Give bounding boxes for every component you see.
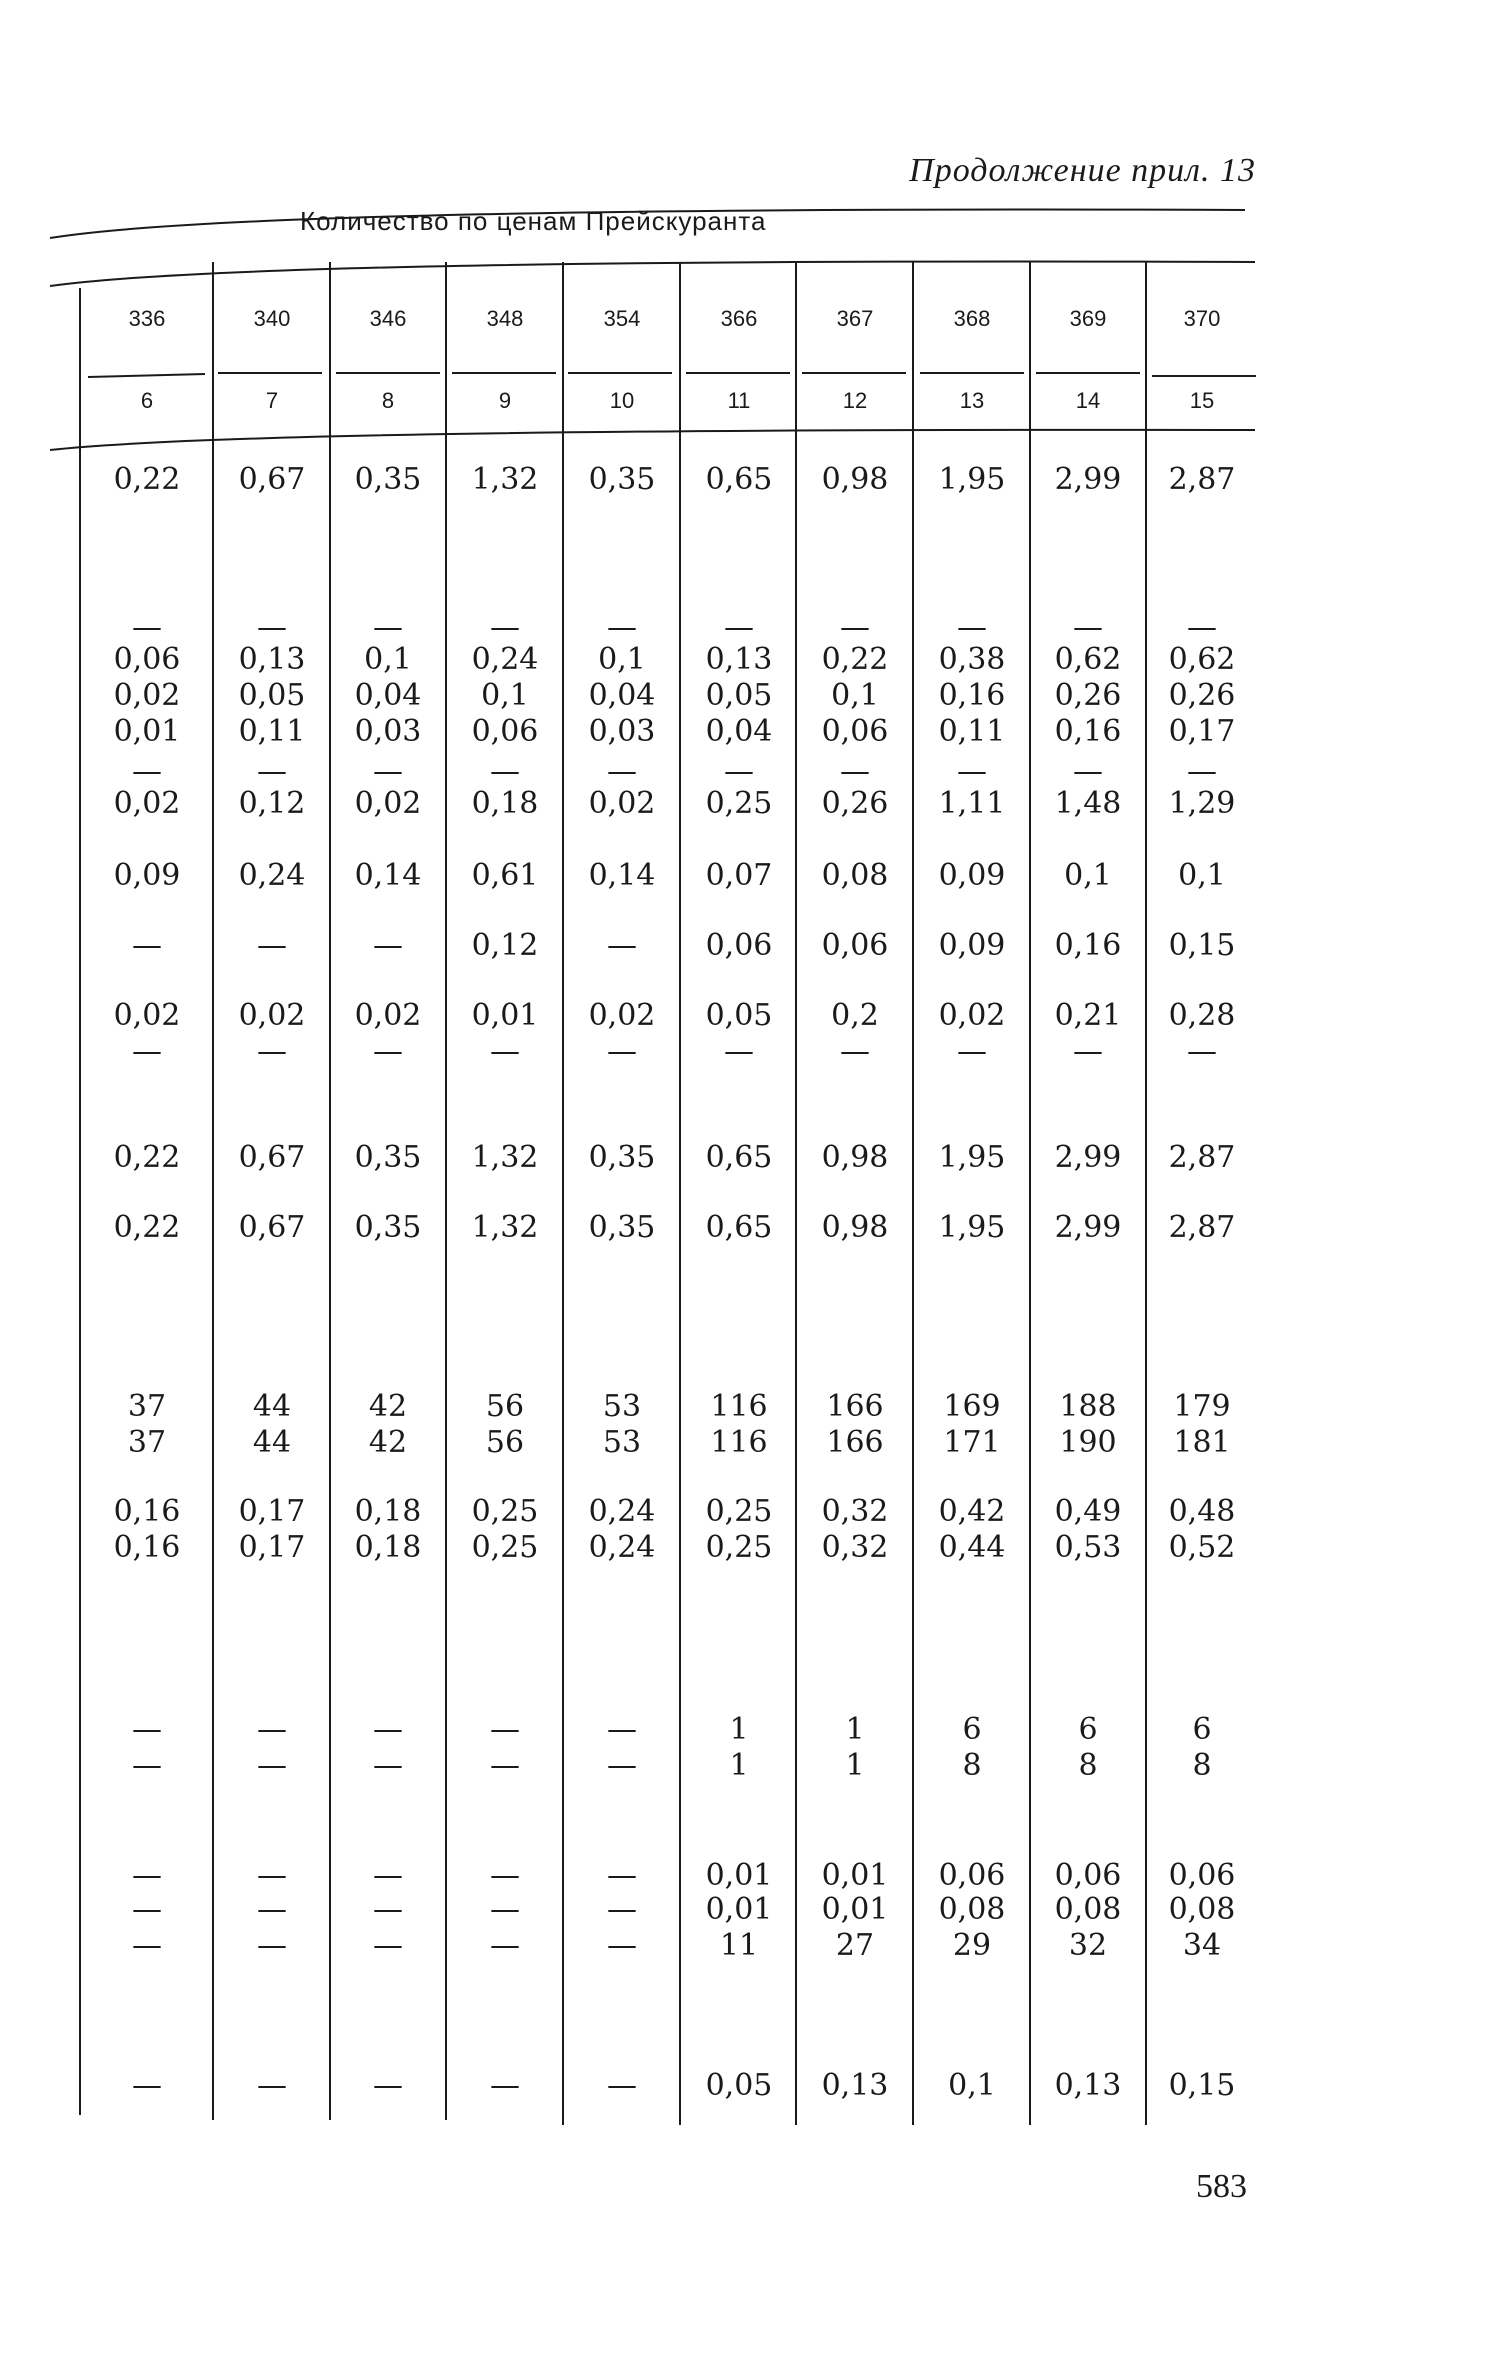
table-cell: 179 [1173, 1389, 1231, 1424]
table-cell: 11 [719, 1928, 759, 1963]
table-cell: — [373, 1892, 403, 1927]
table-cell: 0,35 [588, 1210, 656, 1245]
table-cell: 27 [835, 1928, 875, 1963]
column-code: 366 [720, 306, 758, 331]
table-cell: — [607, 1712, 637, 1747]
table-cell: 0,22 [113, 1210, 181, 1245]
table-cell: 0,12 [471, 928, 539, 963]
column-index: 13 [959, 388, 985, 413]
table-cell: — [373, 928, 403, 963]
table-cell: 1 [845, 1748, 865, 1783]
table-cell: 0,98 [821, 1210, 889, 1245]
table-cell: 0,35 [354, 1140, 422, 1175]
table-cell: 0,04 [354, 678, 422, 713]
table-cell: 0,13 [238, 642, 306, 677]
table-cell: — [490, 1748, 520, 1783]
table-cell: 0,04 [588, 678, 656, 713]
table-cell: — [724, 754, 754, 789]
column-code: 336 [128, 306, 166, 331]
table-cell: 2,87 [1168, 1210, 1236, 1245]
table-cell: 0,1 [948, 2068, 996, 2103]
table-cell: — [257, 928, 287, 963]
table-cell: — [607, 1892, 637, 1927]
table-cell: 0,25 [471, 1494, 539, 1529]
table-cell: 0,12 [238, 786, 306, 821]
table-cell: 0,06 [113, 642, 181, 677]
table-cell: — [724, 610, 754, 645]
table-cell: 1,95 [938, 462, 1006, 497]
table-cell: 0,11 [238, 714, 306, 749]
table-cell: 1,32 [471, 462, 539, 497]
table-cell: 0,1 [1064, 858, 1112, 893]
table-cell: 2,87 [1168, 462, 1236, 497]
table-cell: 0,08 [1054, 1892, 1122, 1927]
table-cell: 0,17 [238, 1530, 306, 1565]
table-cell: 0,67 [238, 462, 306, 497]
table-cell: — [257, 1858, 287, 1893]
table-cell: 0,02 [354, 998, 422, 1033]
table-cell: — [490, 754, 520, 789]
table-cell: 0,24 [471, 642, 539, 677]
table-cell: — [373, 1748, 403, 1783]
table-cell: 0,25 [705, 1530, 773, 1565]
table-cell: 0,24 [588, 1494, 656, 1529]
table-cell: 44 [252, 1425, 292, 1460]
table-cell: 190 [1059, 1425, 1117, 1460]
table-cell: 0,17 [238, 1494, 306, 1529]
table-cell: 0,2 [831, 998, 879, 1033]
table-cell: 0,16 [1054, 928, 1122, 963]
table-cell: — [132, 1748, 162, 1783]
column-code: 346 [369, 306, 407, 331]
table-cell: 0,22 [113, 462, 181, 497]
table-cell: 53 [602, 1389, 642, 1424]
table-cell: 0,06 [821, 928, 889, 963]
table-cell: — [373, 1034, 403, 1069]
table-cell: 1 [729, 1712, 749, 1747]
table-cell: 166 [826, 1389, 884, 1424]
column-index: 15 [1189, 388, 1215, 413]
table-cell: 0,1 [598, 642, 646, 677]
column-index: 12 [842, 388, 868, 413]
table-cell: 32 [1068, 1928, 1108, 1963]
column-index: 9 [498, 388, 512, 413]
table-cell: — [1187, 1034, 1217, 1069]
table-cell: — [373, 2068, 403, 2103]
table-cell: 0,05 [238, 678, 306, 713]
table-cell: — [840, 754, 870, 789]
table-cell: — [132, 928, 162, 963]
table-cell: 0,65 [705, 462, 773, 497]
table-cell: 29 [952, 1928, 992, 1963]
column-index: 8 [381, 388, 395, 413]
table-cell: 0,09 [938, 858, 1006, 893]
table-cell: — [132, 1892, 162, 1927]
table-cell: 0,35 [588, 462, 656, 497]
table-cell: 0,18 [354, 1530, 422, 1565]
table-cell: — [840, 610, 870, 645]
table-cell: — [1073, 754, 1103, 789]
table-cell: 166 [826, 1425, 884, 1460]
table-cell: 169 [943, 1389, 1001, 1424]
table-cell: 1,32 [471, 1140, 539, 1175]
table-cell: — [607, 610, 637, 645]
table-cell: 44 [252, 1389, 292, 1424]
table-cell: 0,08 [938, 1892, 1006, 1927]
table-cell: 0,08 [1168, 1892, 1236, 1927]
table-cell: 6 [1192, 1712, 1212, 1747]
table-cell: — [1187, 754, 1217, 789]
table-cell: — [373, 1928, 403, 1963]
table-cell: 1,95 [938, 1210, 1006, 1245]
table-cell: 0,32 [821, 1494, 889, 1529]
table-cell: 0,02 [938, 998, 1006, 1033]
table-cell: — [132, 1712, 162, 1747]
table-cell: 0,52 [1168, 1530, 1236, 1565]
table-cell: 0,02 [588, 786, 656, 821]
table-cell: 0,35 [588, 1140, 656, 1175]
page-number: 583 [1196, 2168, 1247, 2205]
table-cell: — [373, 754, 403, 789]
table-cell: 1,32 [471, 1210, 539, 1245]
table-cell: 0,26 [1054, 678, 1122, 713]
table-cell: 0,67 [238, 1140, 306, 1175]
table-cell: 0,98 [821, 462, 889, 497]
table-cell: 0,06 [471, 714, 539, 749]
table-cell: 2,99 [1054, 1210, 1122, 1245]
table-cell: 171 [943, 1425, 1001, 1460]
table-cell: 1,95 [938, 1140, 1006, 1175]
table-cell: 0,62 [1168, 642, 1236, 677]
table-cell: — [257, 754, 287, 789]
table-cell: 0,25 [471, 1530, 539, 1565]
table-cell: 0,44 [938, 1530, 1006, 1565]
table-cell: — [132, 2068, 162, 2103]
table-cell: 0,32 [821, 1530, 889, 1565]
table-cell: 0,02 [113, 678, 181, 713]
table-cell: 0,25 [705, 786, 773, 821]
table-cell: 0,22 [113, 1140, 181, 1175]
table-cell: 0,02 [588, 998, 656, 1033]
table-cell: — [607, 1748, 637, 1783]
table-cell: 0,05 [705, 998, 773, 1033]
table-cell: — [490, 1712, 520, 1747]
table-cell: 0,38 [938, 642, 1006, 677]
table-cell: — [132, 610, 162, 645]
table-cell: 8 [962, 1748, 982, 1783]
column-code: 370 [1183, 306, 1221, 331]
table-cell: 0,02 [238, 998, 306, 1033]
table-cell: 0,02 [354, 786, 422, 821]
table-cell: — [490, 1858, 520, 1893]
table-cell: 188 [1059, 1389, 1117, 1424]
table-cell: 0,03 [354, 714, 422, 749]
table-cell: 34 [1182, 1928, 1222, 1963]
table-cell: 2,99 [1054, 1140, 1122, 1175]
table-cell: 0,01 [471, 998, 539, 1033]
table-cell: 0,11 [938, 714, 1006, 749]
table-cell: — [132, 1858, 162, 1893]
table-cell: 6 [1078, 1712, 1098, 1747]
table-cell: 0,98 [821, 1140, 889, 1175]
table-cell: — [490, 1928, 520, 1963]
table-cell: — [607, 1034, 637, 1069]
table-cell: 0,05 [705, 678, 773, 713]
table-cell: — [257, 2068, 287, 2103]
table-cell: 8 [1192, 1748, 1212, 1783]
column-index: 7 [265, 388, 279, 413]
table-cell: 0,13 [821, 2068, 889, 2103]
table-cell: 0,24 [588, 1530, 656, 1565]
table-cell: 42 [368, 1425, 408, 1460]
table-cell: 0,48 [1168, 1494, 1236, 1529]
table-cell: 116 [710, 1425, 768, 1460]
table-cell: 0,16 [113, 1494, 181, 1529]
table-cell: — [1073, 610, 1103, 645]
table-cell: 0,13 [1054, 2068, 1122, 2103]
table-cell: — [607, 754, 637, 789]
table-cell: 0,01 [821, 1892, 889, 1927]
table-cell: 0,35 [354, 1210, 422, 1245]
column-index: 6 [140, 388, 154, 413]
table-cell: — [257, 610, 287, 645]
table-cell: — [957, 754, 987, 789]
table-cell: 56 [485, 1425, 525, 1460]
table-cell: 56 [485, 1389, 525, 1424]
table-cell: 0,1 [1178, 858, 1226, 893]
table-cell: 0,35 [354, 462, 422, 497]
column-code: 369 [1069, 306, 1107, 331]
table-cell: 0,17 [1168, 714, 1236, 749]
table-cell: 0,24 [238, 858, 306, 893]
table-cell: 37 [127, 1425, 167, 1460]
table-cell: — [257, 1712, 287, 1747]
table-cell: 0,16 [938, 678, 1006, 713]
table-cell: — [724, 1034, 754, 1069]
table-cell: — [490, 610, 520, 645]
table-cell: 0,61 [471, 858, 539, 893]
table-cell: 1 [845, 1712, 865, 1747]
table-cell: 0,28 [1168, 998, 1236, 1033]
table-cell: — [1073, 1034, 1103, 1069]
table-cell: 0,01 [113, 714, 181, 749]
table-cell: 2,87 [1168, 1140, 1236, 1175]
table-cell: 116 [710, 1389, 768, 1424]
table-caption: Продолжение прил. 13 [909, 152, 1256, 189]
table-cell: 0,14 [354, 858, 422, 893]
table-cell: 0,14 [588, 858, 656, 893]
table-cell: 181 [1173, 1425, 1231, 1460]
column-code: 354 [603, 306, 641, 331]
table-cell: — [490, 1034, 520, 1069]
table-cell: — [957, 610, 987, 645]
table-cell: 0,06 [1168, 1858, 1236, 1893]
table-cell: 0,25 [705, 1494, 773, 1529]
column-code: 368 [953, 306, 991, 331]
table-cell: 0,02 [113, 998, 181, 1033]
table-cell: 0,65 [705, 1140, 773, 1175]
table-cell: — [257, 1928, 287, 1963]
table-cell: — [257, 1892, 287, 1927]
table-cell: 0,15 [1168, 2068, 1236, 2103]
table-cell: 0,16 [1054, 714, 1122, 749]
table-cell: 42 [368, 1389, 408, 1424]
table-cell: 0,1 [831, 678, 879, 713]
table-cell: — [1187, 610, 1217, 645]
table-cell: — [373, 610, 403, 645]
table-cell: — [840, 1034, 870, 1069]
table-cell: — [490, 1892, 520, 1927]
table-header: Количество по ценам Прейскуранта [300, 206, 767, 236]
column-code: 340 [253, 306, 291, 331]
column-index: 11 [727, 388, 751, 413]
table-cell: 0,42 [938, 1494, 1006, 1529]
table-cell: 0,62 [1054, 642, 1122, 677]
column-index: 10 [609, 388, 635, 413]
table-cell: 0,16 [113, 1530, 181, 1565]
table-cell: 2,99 [1054, 462, 1122, 497]
table-cell: — [257, 1748, 287, 1783]
table-cell: 0,65 [705, 1210, 773, 1245]
table-cell: — [132, 1034, 162, 1069]
table-cell: 0,02 [113, 786, 181, 821]
table-cell: 0,53 [1054, 1530, 1122, 1565]
table-cell: 0,49 [1054, 1494, 1122, 1529]
table-cell: 0,06 [1054, 1858, 1122, 1893]
table-cell: 0,05 [705, 2068, 773, 2103]
table-cell: 1,11 [938, 786, 1006, 821]
table-cell: 1 [729, 1748, 749, 1783]
table-cell: 0,26 [821, 786, 889, 821]
table-cell: 0,67 [238, 1210, 306, 1245]
table-cell: 0,01 [705, 1892, 773, 1927]
table-cell: 0,15 [1168, 928, 1236, 963]
table-cell: — [607, 928, 637, 963]
table-cell: — [373, 1858, 403, 1893]
table-cell: 0,18 [354, 1494, 422, 1529]
table-cell: 37 [127, 1389, 167, 1424]
table-cell: — [957, 1034, 987, 1069]
table-cell: 1,48 [1054, 786, 1122, 821]
table-cell: 0,22 [821, 642, 889, 677]
table-cell: — [257, 1034, 287, 1069]
table-cell: 0,04 [705, 714, 773, 749]
table-cell: — [607, 1858, 637, 1893]
table-cell: 1,29 [1168, 786, 1236, 821]
table-cell: 0,21 [1054, 998, 1122, 1033]
table-cell: 53 [602, 1425, 642, 1460]
table-cell: 0,06 [705, 928, 773, 963]
table-cell: 0,07 [705, 858, 773, 893]
table-cell: 0,1 [364, 642, 412, 677]
table-cell: 6 [962, 1712, 982, 1747]
column-code: 348 [486, 306, 524, 331]
table-cell: 0,26 [1168, 678, 1236, 713]
column-index: 14 [1075, 388, 1101, 413]
table-cell: 0,06 [821, 714, 889, 749]
table-cell: — [132, 754, 162, 789]
table-cell: — [490, 2068, 520, 2103]
column-code: 367 [836, 306, 874, 331]
table-cell: 8 [1078, 1748, 1098, 1783]
table-cell: 0,13 [705, 642, 773, 677]
table-cell: 0,06 [938, 1858, 1006, 1893]
table-cell: — [607, 2068, 637, 2103]
table-cell: 0,1 [481, 678, 529, 713]
table-cell: 0,09 [113, 858, 181, 893]
table-cell: — [132, 1928, 162, 1963]
table-cell: 0,03 [588, 714, 656, 749]
table-cell: 0,18 [471, 786, 539, 821]
table-cell: 0,09 [938, 928, 1006, 963]
table-cell: 0,01 [705, 1858, 773, 1893]
table-cell: — [607, 1928, 637, 1963]
table-cell: 0,08 [821, 858, 889, 893]
table-cell: 0,01 [821, 1858, 889, 1893]
table-cell: — [373, 1712, 403, 1747]
